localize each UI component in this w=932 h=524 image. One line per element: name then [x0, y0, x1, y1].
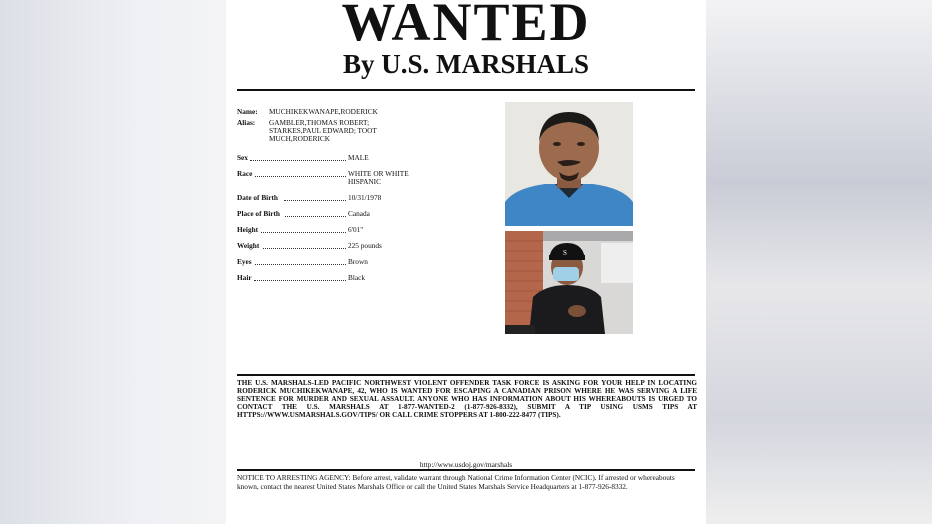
weight-value: 225 pounds: [348, 241, 382, 250]
alias-line-2: STARKES,PAUL EDWARD; TOOT: [269, 126, 377, 135]
alias-line-1: GAMBLER,THOMAS ROBERT;: [269, 118, 370, 127]
footer-divider: [237, 469, 695, 471]
hair-value: Black: [348, 273, 366, 282]
race-label: Race: [237, 169, 253, 178]
svg-text:S: S: [563, 249, 567, 257]
header-divider: [237, 89, 695, 91]
poster-subtitle: By U.S. MARSHALS: [342, 49, 590, 79]
background-right: [706, 0, 932, 524]
pob-leader: [285, 216, 346, 217]
surveillance-photo: [505, 231, 633, 334]
case-description: THE U.S. MARSHALS-LED PACIFIC NORTHWEST VIOLENT OFFENDER TASK FORCE IS ASKING FOR YOUR HELP IN LOCATING RODERICK MUCHIKEKWANAPE, 42, WHO IS WANTED FOR ESCAPING A CANADIAN PRISON WHERE HE WAS SERVING A LIFE SENTENCE FOR MURDER AND SEXUAL ASSAULT. ANYONE WHO HAS INFORMATION ABOUT HIS WHEREABOUTS IS URGED TO CONTACT THE U.S. MARSHALS AT 1-877-WANTED-2 (1-877-926-8332), SUBMIT A TIP USING USMS TIPS AT HTTPS://WWW.USMARSHALS.GOV/TIPS/ OR CALL CRIME STOPPERS AT 1-800-222-8477 (TIPS).: [237, 379, 697, 419]
alias-label: Alias:: [237, 118, 256, 127]
height-label: Height: [237, 225, 259, 234]
surveillance-illustration: [505, 231, 633, 334]
sex-value: MALE: [348, 153, 369, 162]
marshals-url[interactable]: http://www.usdoj.gov/marshals: [419, 460, 513, 469]
sex-leader: [250, 160, 346, 161]
eyes-value: Brown: [348, 257, 368, 266]
pob-value: Canada: [348, 209, 370, 218]
description-divider: [237, 374, 695, 376]
eyes-leader: [255, 264, 346, 265]
sex-label: Sex: [237, 153, 248, 162]
mugshot-illustration: [505, 102, 633, 226]
race-leader: [255, 176, 346, 177]
height-value: 6'01": [348, 225, 364, 234]
race-line-2: HISPANIC: [348, 177, 381, 186]
dob-label: Date of Birth: [237, 193, 278, 202]
alias-line-3: MUCH,RODERICK: [269, 134, 331, 143]
hair-leader: [254, 280, 346, 281]
mugshot-photo: [505, 102, 633, 226]
dob-value: 10/31/1978: [348, 193, 382, 202]
hair-label: Hair: [237, 273, 252, 282]
height-leader: [261, 232, 346, 233]
weight-label: Weight: [237, 241, 260, 250]
pob-label: Place of Birth: [237, 209, 280, 218]
eyes-label: Eyes: [237, 257, 252, 266]
arresting-agency-notice: NOTICE TO ARRESTING AGENCY: Before arrest, validate warrant through National Crime Information Center (NCIC). If arrested or whereabouts known, contact the nearest United States Marshals Office or call the United States Marshals Service Headquarters at 1-877-926-8332.: [237, 473, 675, 491]
dob-leader: [284, 200, 346, 201]
weight-leader: [263, 248, 346, 249]
poster-title: WANTED: [341, 0, 591, 52]
background-left: [0, 0, 226, 524]
race-line-1: WHITE OR WHITE: [348, 169, 409, 178]
name-value: MUCHIKEKWANAPE,RODERICK: [269, 107, 378, 116]
wanted-poster: [226, 0, 706, 524]
name-label: Name:: [237, 107, 258, 116]
